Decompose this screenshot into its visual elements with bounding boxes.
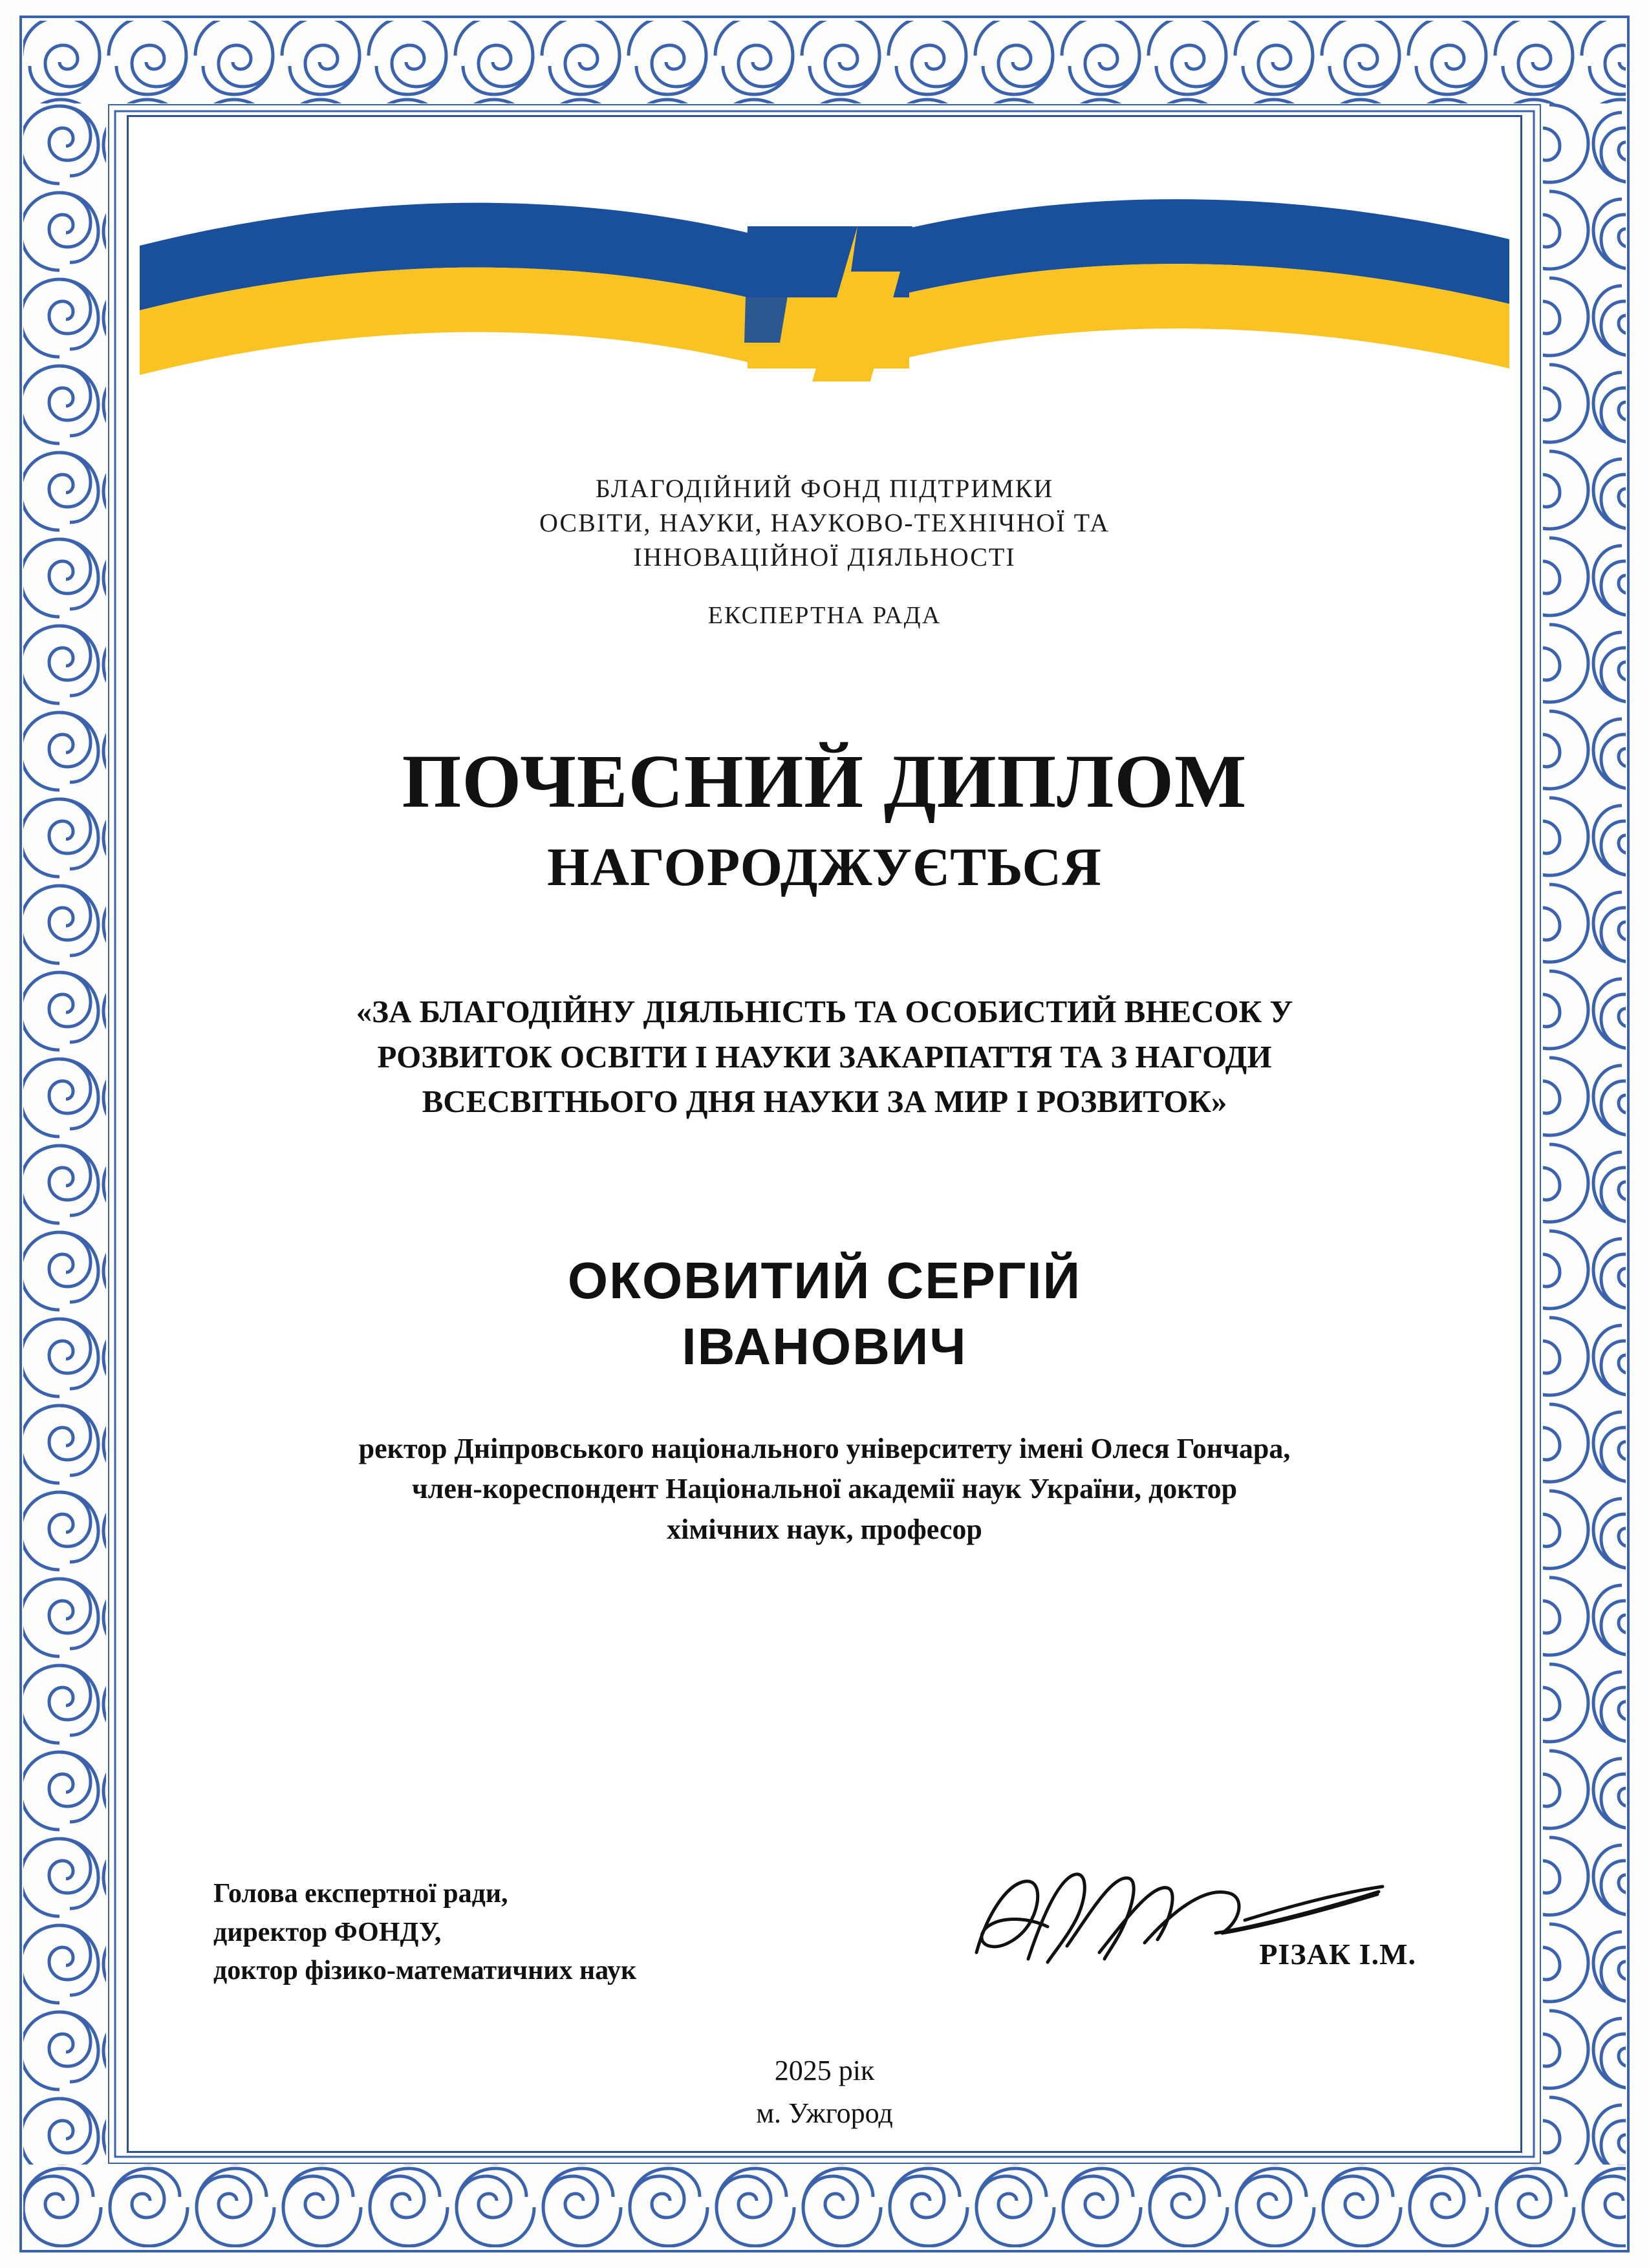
citation-text (194, 989, 1455, 1124)
recipient-position-line-3: хімічних наук, професор (667, 1513, 982, 1545)
page-subtitle: НАГОРОДЖУЄТЬСЯ (547, 837, 1102, 897)
issue-details (127, 2049, 1522, 2135)
recipient-name-line-2: ІВАНОВИЧ (682, 1318, 967, 1376)
expert-council-label: ЕКСПЕРТНА РАДА (707, 602, 942, 630)
recipient-name (127, 1248, 1522, 1380)
recipient-position-line-1: ректор Дніпровського національного університету імені Олеся Гончара, (358, 1433, 1291, 1464)
organization-line-2: ОСВІТИ, НАУКИ, НАУКОВО-ТЕХНІЧНОЇ ТА (539, 508, 1110, 537)
page-title: ПОЧЕСНИЙ ДИПЛОМ (402, 739, 1247, 824)
issue-year: 2025 рік (774, 2055, 875, 2086)
inner-border-rule (127, 115, 1522, 2153)
recipient-position-line-2: член-кореспондент Національної академії наук України, доктор (411, 1473, 1238, 1505)
issue-place: м. Ужгород (756, 2097, 893, 2129)
signatory-name: РІЗАК І.М. (1259, 1938, 1416, 1971)
ukrainian-flag-ribbon-icon (127, 149, 1522, 420)
signatory-role-line-3: доктор фізико-математичних наук (213, 1956, 637, 1986)
recipient-name-line-1: ОКОВИТИЙ СЕРГІЙ (567, 1252, 1082, 1309)
citation-line-2: РОЗВИТОК ОСВІТИ І НАУКИ ЗАКАРПАТТЯ ТА З НАГОДИ (377, 1038, 1272, 1075)
organization-line-3: ІННОВАЦІЙНОЇ ДІЯЛЬНОСТІ (633, 542, 1016, 572)
signatory-role (213, 1875, 636, 1991)
organization-block (127, 472, 1522, 630)
citation-line-1: «ЗА БЛАГОДІЙНУ ДІЯЛЬНІСТЬ ТА ОСОБИСТИЙ ВНЕСОК У (356, 994, 1293, 1029)
signature-row (213, 1875, 1442, 2017)
organization-line-1: БЛАГОДІЙНИЙ ФОНД ПІДТРИМКИ (595, 474, 1054, 503)
recipient-position (181, 1429, 1468, 1550)
signatory-role-line-2: директор ФОНДУ, (213, 1917, 442, 1947)
signatory-role-line-1: Голова експертної ради, (213, 1879, 508, 1909)
citation-line-3: ВСЕСВІТНЬОГО ДНЯ НАУКИ ЗА МИР І РОЗВИТОК» (422, 1084, 1227, 1120)
